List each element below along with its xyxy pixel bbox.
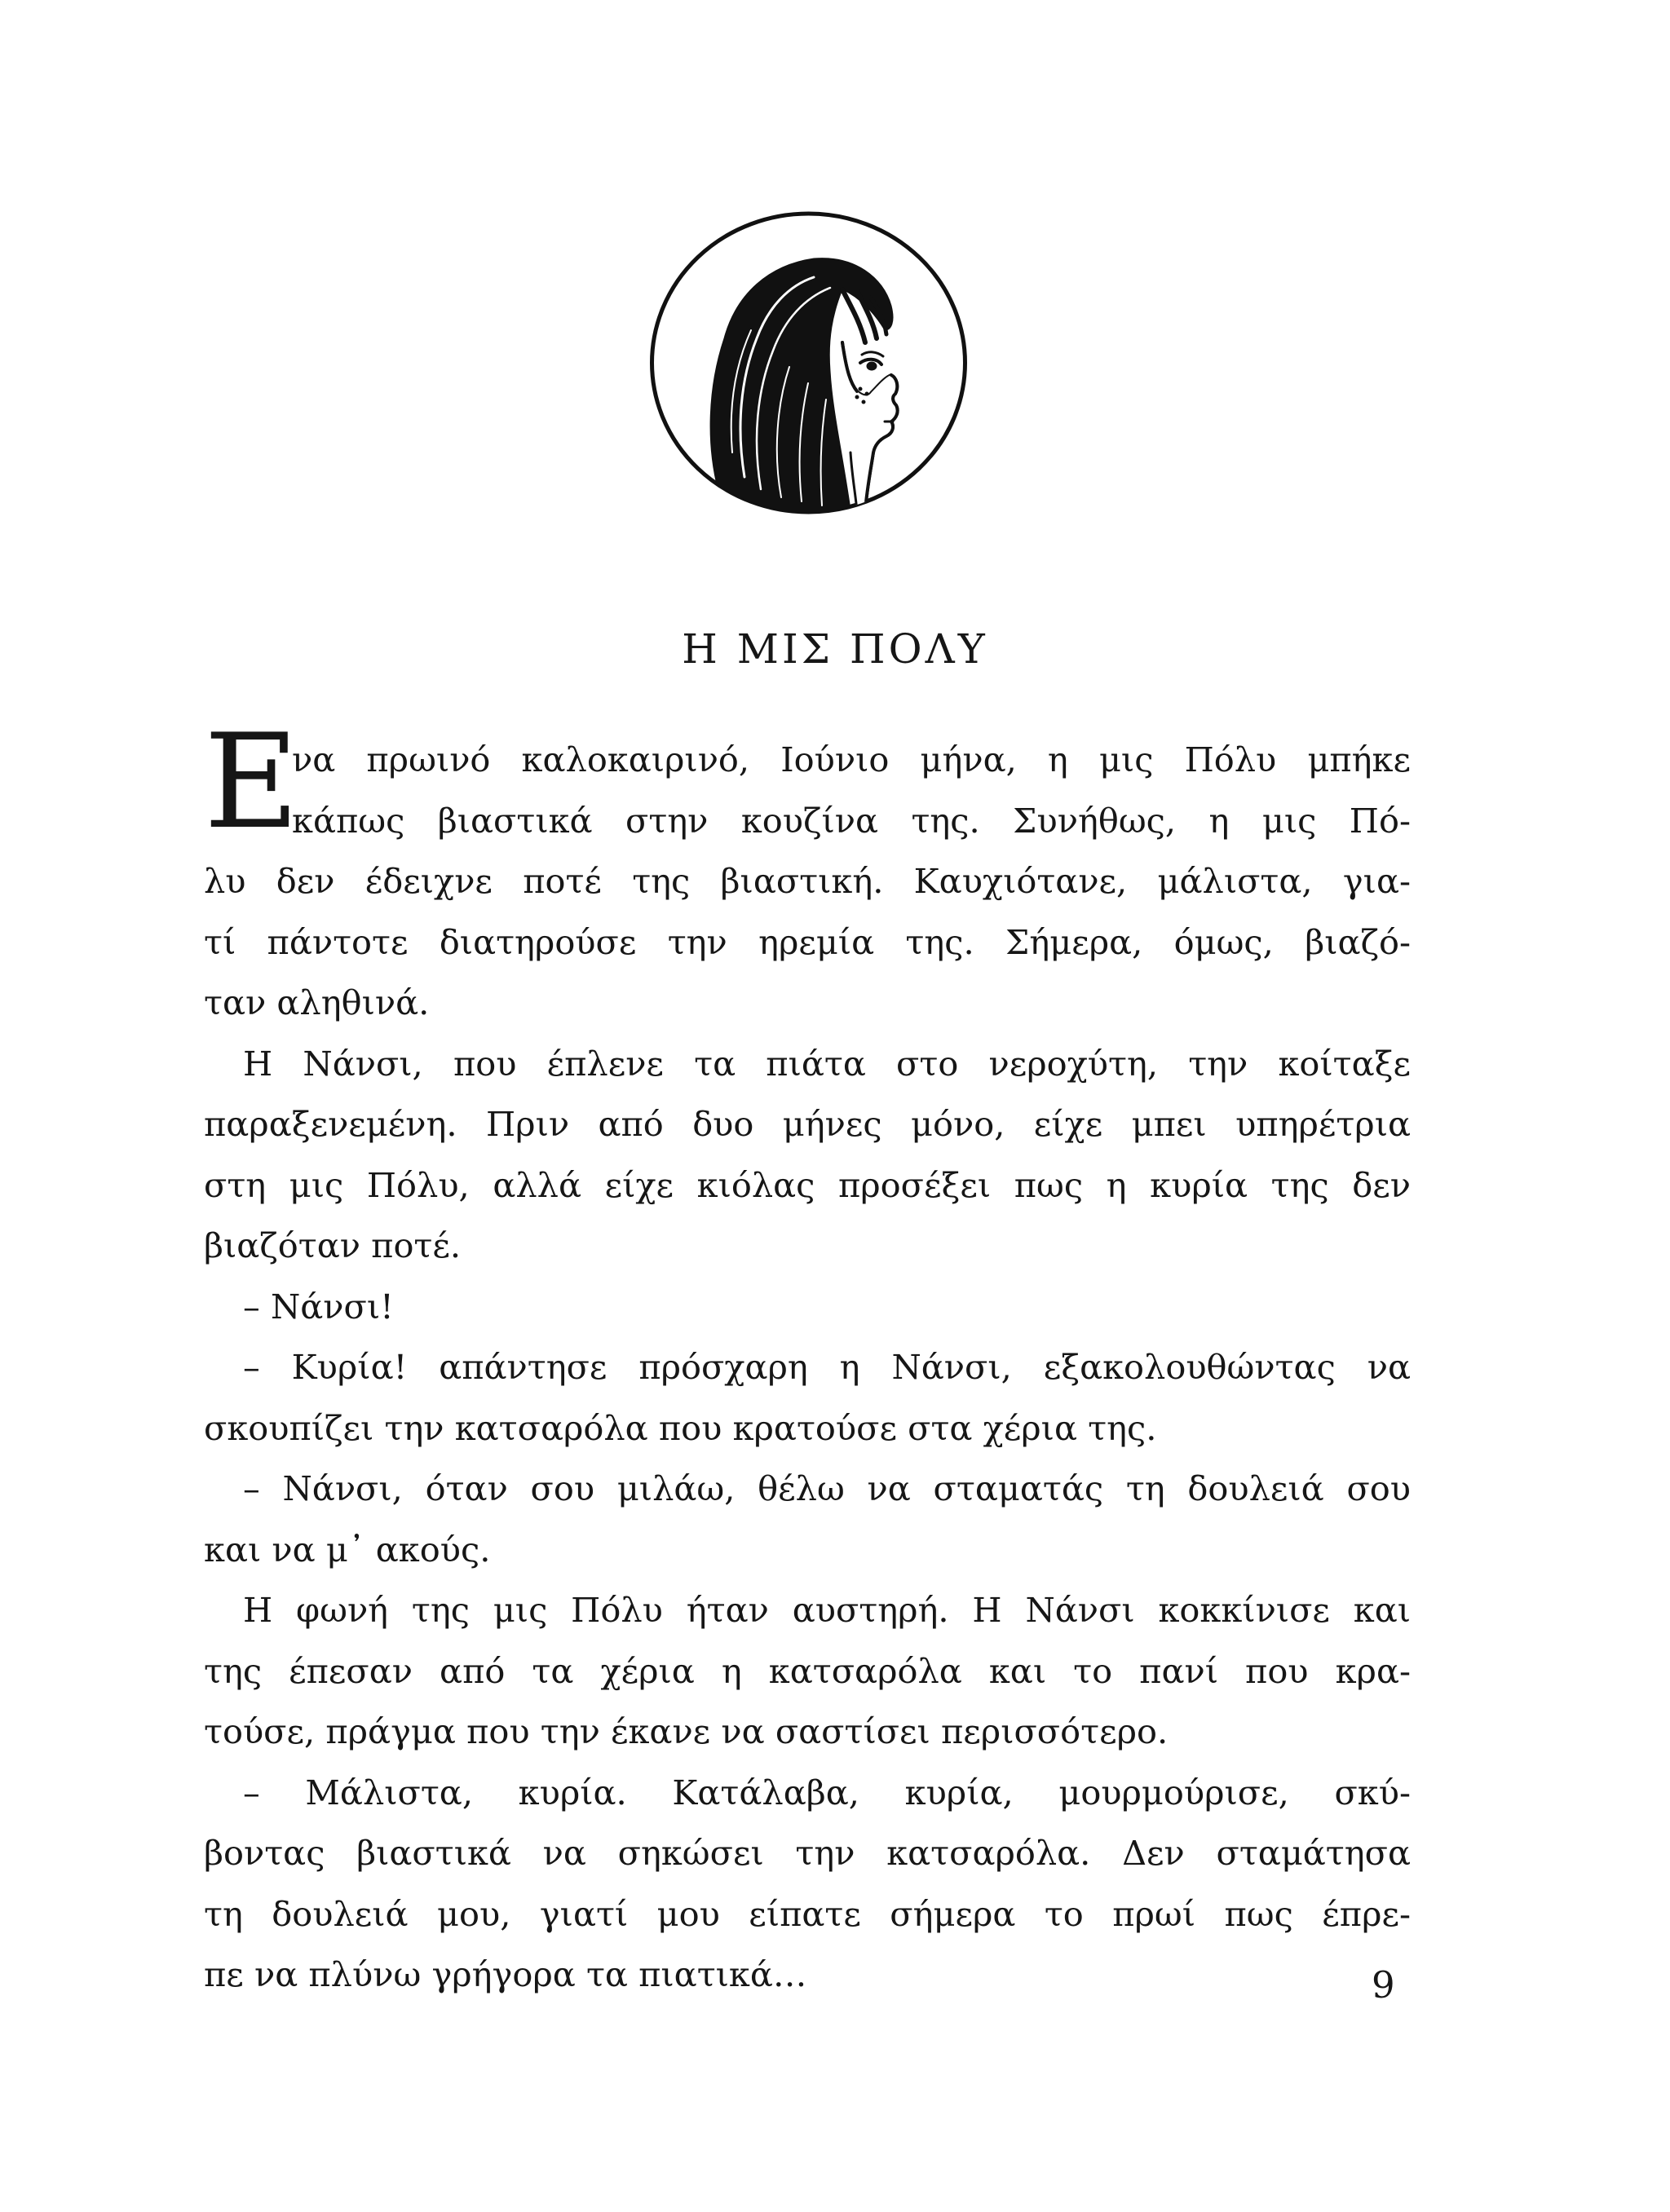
- text-line: πε να πλύνω γρήγορα τα πιατικά…: [204, 1954, 807, 1994]
- text-line: – Κυρία! απάντησε πρόσχαρη η Νάνσι, εξακολουθώντας να: [243, 1347, 1411, 1387]
- text-line: – Μάλιστα, κυρία. Κατάλαβα, κυρία, μουρμούρισε, σκύ-: [243, 1772, 1411, 1812]
- drop-cap: Ε: [204, 705, 299, 858]
- text-line: βοντας βιαστικά να σηκώσει την κατσαρόλα. Δεν σταμάτησα: [204, 1833, 1411, 1873]
- text-line: Η Νάνσι, που έπλενε τα πιάτα στο νεροχύτη, την κοίταξε: [243, 1043, 1411, 1084]
- text-line: στη μις Πόλυ, αλλά είχε κιόλας προσέξει πως η κυρία της δεν: [204, 1164, 1411, 1205]
- page-number: 9: [1372, 1963, 1395, 2007]
- text-line: τούσε, πράγμα που την έκανε να σαστίσει περισσότερο.: [204, 1711, 1169, 1751]
- text-line: – Νάνσι!: [243, 1286, 394, 1327]
- girl-portrait-icon: [647, 208, 970, 518]
- text-line: κάπως βιαστικά στην κουζίνα της. Συνήθως, η μις Πό-: [292, 800, 1411, 841]
- text-line: τη δουλειά μου, γιατί μου είπατε σήμερα το πρωί πως έπρε-: [204, 1893, 1411, 1934]
- text-line: βιαζόταν ποτέ.: [204, 1225, 462, 1265]
- text-line: και να μ᾽ ακούς.: [204, 1529, 491, 1570]
- line-text: να πρωινό καλοκαιρινό, Ιούνιο μήνα, η μις Πόλυ μπήκε: [292, 740, 1411, 779]
- text-line: Η φωνή της μις Πόλυ ήταν αυστηρή. Η Νάνσι κοκκίνισε και: [243, 1590, 1411, 1630]
- text-line: λυ δεν έδειχνε ποτέ της βιαστική. Καυχιότανε, μάλιστα, για-: [204, 861, 1411, 901]
- body-text: [204, 705, 1411, 2006]
- text-line: παραξενεμένη. Πριν από δυο μήνες μόνο, είχε μπει υπηρέτρια: [204, 1104, 1411, 1144]
- text-line: σκουπίζει την κατσαρόλα που κρατούσε στα χέρια της.: [204, 1407, 1157, 1448]
- text-line: της έπεσαν από τα χέρια η κατσαρόλα και το πανί που κρα-: [204, 1650, 1411, 1691]
- text-line: τί πάντοτε διατηρούσε την ηρεμία της. Σήμερα, όμως, βιαζό-: [204, 921, 1411, 962]
- text-line: ταν αληθινά.: [204, 982, 430, 1022]
- chapter-title: Η ΜΙΣ ΠΟΛΥ: [682, 625, 988, 673]
- text-line: – Νάνσι, όταν σου μιλάω, θέλω να σταματάς τη δουλειά σου: [243, 1468, 1411, 1508]
